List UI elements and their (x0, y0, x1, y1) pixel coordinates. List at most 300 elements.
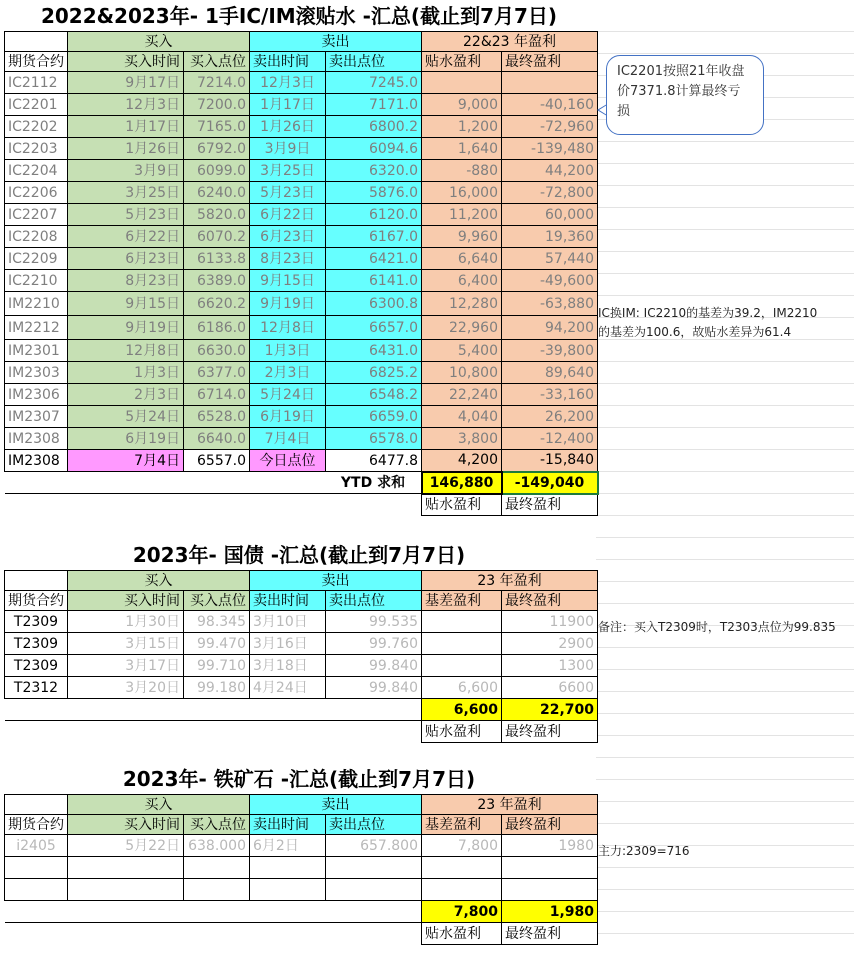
buy-time-cell[interactable]: 6月22日 (68, 226, 184, 248)
table-row (5, 428, 598, 450)
profit-group-header[interactable]: 23 年盈利 (422, 795, 598, 815)
empty-cell[interactable] (326, 923, 422, 945)
sell-time-header[interactable]: 卖出时间 (250, 591, 326, 611)
final-profit-cell[interactable]: -49,600 (502, 270, 598, 292)
basis-profit-footer[interactable]: 贴水盈利 (422, 494, 502, 516)
buy-price-cell[interactable]: 7200.0 (184, 94, 250, 116)
sell-price-cell[interactable]: 657.800 (326, 835, 422, 857)
basis-profit-header[interactable]: 基差盈利 (422, 815, 502, 835)
buy-time-cell[interactable]: 2月3日 (68, 384, 184, 406)
gridline (596, 867, 854, 868)
sell-price-cell[interactable]: 6477.8 (326, 450, 422, 472)
sell-price-cell[interactable]: 6659.0 (326, 406, 422, 428)
buy-price-header[interactable]: 买入点位 (184, 591, 250, 611)
basis-total[interactable]: 6,600 (422, 699, 502, 721)
basis-profit-cell[interactable] (422, 655, 502, 677)
buy-time-cell[interactable]: 5月23日 (68, 204, 184, 226)
empty-cell[interactable] (5, 721, 68, 743)
final-profit-header[interactable]: 最终盈利 (502, 52, 598, 72)
table-row (5, 72, 598, 94)
comment-callout[interactable]: IC2201按照21年收盘价7371.8计算最终亏损 (606, 55, 764, 135)
sell-price-cell[interactable]: 6421.0 (326, 248, 422, 270)
empty-cell[interactable] (184, 472, 250, 494)
empty-cell[interactable] (502, 857, 598, 879)
contract-cell[interactable]: IC2201 (5, 94, 68, 116)
final-profit-footer[interactable]: 最终盈利 (502, 923, 598, 945)
buy-time-cell[interactable]: 12月8日 (68, 340, 184, 362)
sell-price-cell[interactable]: 6094.6 (326, 138, 422, 160)
sell-time-cell[interactable]: 3月25日 (250, 160, 326, 182)
contract-header[interactable]: 期货合约 (5, 52, 68, 72)
sell-time-cell[interactable]: 6月23日 (250, 226, 326, 248)
table-row (5, 450, 598, 472)
sell-time-cell[interactable]: 3月10日 (250, 611, 326, 633)
contract-cell[interactable]: IM2307 (5, 406, 68, 428)
gridline (596, 185, 854, 186)
table-row (5, 835, 598, 857)
sell-time-cell[interactable]: 5月24日 (250, 384, 326, 406)
basis-profit-cell[interactable]: 11,200 (422, 204, 502, 226)
final-profit-cell[interactable]: 57,440 (502, 248, 598, 270)
final-profit-cell[interactable]: -12,400 (502, 428, 598, 450)
empty-cell[interactable] (250, 857, 326, 879)
sell-price-cell[interactable]: 99.760 (326, 633, 422, 655)
basis-profit-cell[interactable]: 1,200 (422, 116, 502, 138)
gridline (596, 757, 854, 758)
gridline (596, 515, 854, 516)
sell-time-cell[interactable]: 12月3日 (250, 72, 326, 94)
basis-profit-cell[interactable]: 10,800 (422, 362, 502, 384)
section2-title: 2023年- 国债 -汇总(截止到7月7日) (132, 543, 466, 567)
table-row (5, 248, 598, 270)
buy-price-cell[interactable]: 6630.0 (184, 340, 250, 362)
basis-profit-cell[interactable]: 9,960 (422, 226, 502, 248)
buy-price-cell[interactable]: 638.000 (184, 835, 250, 857)
empty-cell[interactable] (326, 699, 422, 721)
basis-profit-cell[interactable]: 6,640 (422, 248, 502, 270)
buy-price-cell[interactable]: 99.710 (184, 655, 250, 677)
basis-profit-header[interactable]: 基差盈利 (422, 591, 502, 611)
final-total[interactable]: 22,700 (502, 699, 598, 721)
final-profit-header[interactable]: 最终盈利 (502, 591, 598, 611)
basis-profit-cell[interactable] (422, 72, 502, 94)
buy-time-cell[interactable]: 1月26日 (68, 138, 184, 160)
empty-cell[interactable] (250, 901, 326, 923)
empty-cell[interactable] (250, 472, 326, 494)
empty-cell[interactable] (5, 571, 68, 591)
sell-price-cell[interactable]: 99.840 (326, 677, 422, 699)
buy-time-header[interactable]: 买入时间 (68, 52, 184, 72)
empty-cell[interactable] (68, 901, 184, 923)
buy-price-cell[interactable]: 5820.0 (184, 204, 250, 226)
buy-group-header[interactable]: 买入 (68, 571, 250, 591)
buy-price-cell[interactable]: 6620.2 (184, 292, 250, 316)
table-row (5, 270, 598, 292)
contract-header[interactable]: 期货合约 (5, 591, 68, 611)
empty-cell[interactable] (68, 494, 184, 516)
buy-price-cell[interactable]: 6186.0 (184, 316, 250, 340)
buy-price-cell[interactable]: 6640.0 (184, 428, 250, 450)
final-profit-cell[interactable]: -139,480 (502, 138, 598, 160)
contract-cell[interactable]: IC2207 (5, 204, 68, 226)
sell-time-cell[interactable]: 9月19日 (250, 292, 326, 316)
table-row (5, 226, 598, 248)
sell-price-cell[interactable]: 6300.8 (326, 292, 422, 316)
sell-price-cell[interactable]: 6548.2 (326, 384, 422, 406)
basis-profit-cell[interactable]: 12,280 (422, 292, 502, 316)
contract-cell[interactable]: IM2212 (5, 316, 68, 340)
empty-cell[interactable] (68, 879, 184, 901)
buy-time-cell[interactable]: 8月23日 (68, 270, 184, 292)
contract-header[interactable]: 期货合约 (5, 815, 68, 835)
basis-profit-cell[interactable]: 4,200 (422, 450, 502, 472)
contract-cell[interactable]: i2405 (5, 835, 68, 857)
table-row (5, 633, 598, 655)
basis-total[interactable]: 7,800 (422, 901, 502, 923)
profit-group-header[interactable]: 23 年盈利 (422, 571, 598, 591)
footer-row (5, 923, 598, 945)
sell-time-cell[interactable]: 7月4日 (250, 428, 326, 450)
group-header-row (5, 571, 598, 591)
table-row (5, 94, 598, 116)
empty-cell[interactable] (326, 879, 422, 901)
gridline (596, 669, 854, 670)
final-profit-cell[interactable]: -40,160 (502, 94, 598, 116)
empty-cell[interactable] (326, 494, 422, 516)
empty-cell[interactable] (68, 857, 184, 879)
sell-price-cell[interactable]: 6320.0 (326, 160, 422, 182)
empty-cell[interactable] (250, 699, 326, 721)
profit-group-header[interactable]: 22&23 年盈利 (422, 32, 598, 52)
buy-time-cell[interactable]: 6月23日 (68, 248, 184, 270)
sell-price-cell[interactable]: 6578.0 (326, 428, 422, 450)
gridline (596, 889, 854, 890)
sell-time-cell[interactable]: 1月3日 (250, 340, 326, 362)
sell-time-cell[interactable]: 8月23日 (250, 248, 326, 270)
ytd-label[interactable]: YTD 求和 (326, 472, 422, 494)
gridline (596, 405, 854, 406)
empty-cell[interactable] (68, 721, 184, 743)
empty-cell[interactable] (5, 494, 68, 516)
empty-cell[interactable] (184, 699, 250, 721)
basis-profit-cell[interactable]: 7,800 (422, 835, 502, 857)
empty-cell[interactable] (250, 879, 326, 901)
final-profit-cell[interactable]: 94,200 (502, 316, 598, 340)
table-row (5, 316, 598, 340)
buy-price-cell[interactable]: 6389.0 (184, 270, 250, 292)
sell-price-cell[interactable]: 6800.2 (326, 116, 422, 138)
buy-price-cell[interactable]: 6528.0 (184, 406, 250, 428)
final-profit-cell[interactable]: 11900 (502, 611, 598, 633)
buy-group-header[interactable]: 买入 (68, 32, 250, 52)
basis-profit-cell[interactable]: 6,600 (422, 677, 502, 699)
final-profit-cell[interactable]: 1980 (502, 835, 598, 857)
empty-cell[interactable] (5, 472, 68, 494)
buy-time-cell[interactable]: 12月3日 (68, 94, 184, 116)
empty-cell[interactable] (5, 857, 68, 879)
sell-price-header[interactable]: 卖出点位 (326, 52, 422, 72)
basis-profit-footer[interactable]: 贴水盈利 (422, 923, 502, 945)
basis-profit-cell[interactable]: 22,960 (422, 316, 502, 340)
table-row (5, 292, 598, 316)
empty-cell[interactable] (422, 879, 502, 901)
section1-title: 2022&2023年- 1手IC/IM滚贴水 -汇总(截止到7月7日) (40, 4, 558, 28)
empty-cell[interactable] (5, 795, 68, 815)
sell-price-cell[interactable]: 7245.0 (326, 72, 422, 94)
sell-price-cell[interactable]: 6141.0 (326, 270, 422, 292)
ytd-sum-row (5, 472, 598, 494)
basis-profit-cell[interactable]: 1,640 (422, 138, 502, 160)
contract-cell[interactable]: IM2210 (5, 292, 68, 316)
table-row (5, 182, 598, 204)
contract-cell[interactable]: IC2210 (5, 270, 68, 292)
final-profit-cell[interactable]: 2900 (502, 633, 598, 655)
bond-note: 备注：买入T2309时，T2303点位为99.835 (598, 620, 836, 634)
gridline (596, 207, 854, 208)
sell-time-cell[interactable]: 6月22日 (250, 204, 326, 226)
final-profit-cell[interactable]: 6600 (502, 677, 598, 699)
table-row (5, 138, 598, 160)
contract-cell[interactable]: IC2206 (5, 182, 68, 204)
sell-time-cell[interactable]: 4月24日 (250, 677, 326, 699)
basis-profit-cell[interactable]: -880 (422, 160, 502, 182)
sell-price-header[interactable]: 卖出点位 (326, 591, 422, 611)
buy-time-cell[interactable]: 3月15日 (68, 633, 184, 655)
final-profit-cell[interactable]: 26,200 (502, 406, 598, 428)
sell-price-cell[interactable]: 5876.0 (326, 182, 422, 204)
contract-cell[interactable]: T2309 (5, 655, 68, 677)
gridline (596, 801, 854, 802)
buy-price-cell[interactable]: 6377.0 (184, 362, 250, 384)
final-profit-header[interactable]: 最终盈利 (502, 815, 598, 835)
sell-price-cell[interactable]: 6657.0 (326, 316, 422, 340)
buy-price-cell[interactable]: 6792.0 (184, 138, 250, 160)
buy-time-cell[interactable]: 3月17日 (68, 655, 184, 677)
final-profit-cell[interactable]: -63,880 (502, 292, 598, 316)
contract-cell[interactable]: T2309 (5, 611, 68, 633)
final-profit-cell[interactable] (502, 72, 598, 94)
empty-cell[interactable] (502, 879, 598, 901)
contract-cell[interactable]: IC2112 (5, 72, 68, 94)
empty-cell[interactable] (250, 923, 326, 945)
table-row (5, 406, 598, 428)
gridline (596, 647, 854, 648)
contract-cell[interactable]: IM2303 (5, 362, 68, 384)
final-profit-cell[interactable]: 89,640 (502, 362, 598, 384)
sell-group-header[interactable]: 卖出 (250, 571, 422, 591)
sell-time-cell[interactable]: 今日点位 (250, 450, 326, 472)
empty-cell[interactable] (326, 721, 422, 743)
buy-time-cell[interactable]: 1月30日 (68, 611, 184, 633)
sell-price-header[interactable]: 卖出点位 (326, 815, 422, 835)
sell-price-cell[interactable]: 99.840 (326, 655, 422, 677)
basis-profit-cell[interactable] (422, 611, 502, 633)
buy-price-header[interactable]: 买入点位 (184, 815, 250, 835)
empty-cell[interactable] (184, 923, 250, 945)
buy-price-cell[interactable]: 7165.0 (184, 116, 250, 138)
table-row (5, 611, 598, 633)
final-profit-cell[interactable]: 44,200 (502, 160, 598, 182)
contract-cell[interactable]: IC2202 (5, 116, 68, 138)
buy-price-cell[interactable]: 7214.0 (184, 72, 250, 94)
buy-time-cell[interactable]: 5月22日 (68, 835, 184, 857)
contract-cell[interactable]: T2312 (5, 677, 68, 699)
sum-row (5, 901, 598, 923)
gridline (596, 229, 854, 230)
buy-time-cell[interactable]: 1月3日 (68, 362, 184, 384)
empty-cell[interactable] (5, 879, 68, 901)
sell-group-header[interactable]: 卖出 (250, 795, 422, 815)
buy-price-cell[interactable]: 6240.0 (184, 182, 250, 204)
contract-cell[interactable]: IC2203 (5, 138, 68, 160)
buy-price-cell[interactable]: 6070.2 (184, 226, 250, 248)
final-profit-footer[interactable]: 最终盈利 (502, 494, 598, 516)
buy-price-cell[interactable]: 99.470 (184, 633, 250, 655)
ytd-basis-total[interactable]: 146,880 (422, 472, 502, 494)
basis-profit-cell[interactable]: 16,000 (422, 182, 502, 204)
sell-price-cell[interactable]: 6120.0 (326, 204, 422, 226)
gridline (596, 141, 854, 142)
gridline (596, 361, 854, 362)
contract-cell[interactable]: IC2208 (5, 226, 68, 248)
sell-time-cell[interactable]: 12月8日 (250, 316, 326, 340)
gridline (596, 251, 854, 252)
sell-price-cell[interactable]: 6167.0 (326, 226, 422, 248)
final-profit-cell[interactable]: 60,000 (502, 204, 598, 226)
sell-time-cell[interactable]: 2月3日 (250, 362, 326, 384)
sell-price-cell[interactable]: 6431.0 (326, 340, 422, 362)
basis-profit-cell[interactable]: 4,040 (422, 406, 502, 428)
sell-time-cell[interactable]: 6月2日 (250, 835, 326, 857)
contract-cell[interactable]: T2309 (5, 633, 68, 655)
group-header-row (5, 795, 598, 815)
column-header-row (5, 52, 598, 72)
basis-profit-cell[interactable]: 3,800 (422, 428, 502, 450)
empty-cell[interactable] (326, 901, 422, 923)
basis-profit-footer[interactable]: 贴水盈利 (422, 721, 502, 743)
buy-group-header[interactable]: 买入 (68, 795, 250, 815)
buy-price-cell[interactable]: 6714.0 (184, 384, 250, 406)
buy-time-header[interactable]: 买入时间 (68, 815, 184, 835)
basis-profit-cell[interactable] (422, 633, 502, 655)
sell-time-cell[interactable]: 3月18日 (250, 655, 326, 677)
final-profit-cell[interactable]: 19,360 (502, 226, 598, 248)
gridline (596, 559, 854, 560)
table-row (5, 340, 598, 362)
contract-cell[interactable]: IM2306 (5, 384, 68, 406)
final-profit-cell[interactable]: -33,160 (502, 384, 598, 406)
empty-cell[interactable] (184, 879, 250, 901)
contract-cell[interactable]: IM2308 (5, 428, 68, 450)
sell-time-cell[interactable]: 3月9日 (250, 138, 326, 160)
basis-profit-cell[interactable]: 22,240 (422, 384, 502, 406)
buy-price-cell[interactable]: 98.345 (184, 611, 250, 633)
empty-cell[interactable] (184, 901, 250, 923)
empty-cell[interactable] (68, 472, 184, 494)
buy-time-header[interactable]: 买入时间 (68, 591, 184, 611)
final-profit-cell[interactable]: 1300 (502, 655, 598, 677)
sell-price-cell[interactable]: 7171.0 (326, 94, 422, 116)
buy-price-cell[interactable]: 99.180 (184, 677, 250, 699)
basis-profit-cell[interactable]: 9,000 (422, 94, 502, 116)
buy-price-cell[interactable]: 6099.0 (184, 160, 250, 182)
buy-price-cell[interactable]: 6557.0 (184, 450, 250, 472)
gridline (596, 53, 854, 54)
final-profit-footer[interactable]: 最终盈利 (502, 721, 598, 743)
ic-im-note-line1: IC换IM: IC2210的基差为39.2，IM2210 (598, 306, 818, 320)
ytd-final-total[interactable]: -149,040 (502, 472, 598, 494)
final-profit-cell[interactable]: -72,800 (502, 182, 598, 204)
sell-time-header[interactable]: 卖出时间 (250, 52, 326, 72)
empty-cell[interactable] (250, 721, 326, 743)
empty-cell[interactable] (5, 923, 68, 945)
gridline (596, 295, 854, 296)
buy-time-cell[interactable]: 1月17日 (68, 116, 184, 138)
gridline (596, 581, 854, 582)
contract-cell[interactable]: IM2308 (5, 450, 68, 472)
sell-price-cell[interactable]: 6825.2 (326, 362, 422, 384)
empty-row (5, 857, 598, 879)
sell-time-cell[interactable]: 6月19日 (250, 406, 326, 428)
empty-cell[interactable] (422, 857, 502, 879)
buy-time-cell[interactable]: 7月4日 (68, 450, 184, 472)
final-profit-cell[interactable]: -72,960 (502, 116, 598, 138)
buy-price-header[interactable]: 买入点位 (184, 52, 250, 72)
sell-time-cell[interactable]: 1月26日 (250, 116, 326, 138)
buy-time-cell[interactable]: 9月19日 (68, 316, 184, 340)
final-total[interactable]: 1,980 (502, 901, 598, 923)
empty-cell[interactable] (326, 857, 422, 879)
buy-time-cell[interactable]: 3月25日 (68, 182, 184, 204)
sell-price-cell[interactable]: 99.535 (326, 611, 422, 633)
contract-cell[interactable]: IM2301 (5, 340, 68, 362)
buy-time-cell[interactable]: 3月9日 (68, 160, 184, 182)
buy-time-cell[interactable]: 5月24日 (68, 406, 184, 428)
buy-time-cell[interactable]: 3月20日 (68, 677, 184, 699)
sell-time-cell[interactable]: 1月17日 (250, 94, 326, 116)
gridline (596, 31, 854, 32)
final-profit-cell[interactable]: -15,840 (502, 450, 598, 472)
gridline (596, 163, 854, 164)
sell-time-cell[interactable]: 9月15日 (250, 270, 326, 292)
sell-time-cell[interactable]: 5月23日 (250, 182, 326, 204)
sell-time-header[interactable]: 卖出时间 (250, 815, 326, 835)
basis-profit-cell[interactable]: 6,400 (422, 270, 502, 292)
empty-cell[interactable] (5, 901, 68, 923)
empty-cell[interactable] (250, 494, 326, 516)
basis-profit-header[interactable]: 贴水盈利 (422, 52, 502, 72)
buy-time-cell[interactable]: 6月19日 (68, 428, 184, 450)
empty-cell[interactable] (5, 32, 68, 52)
empty-cell[interactable] (184, 494, 250, 516)
empty-cell[interactable] (5, 699, 68, 721)
contract-cell[interactable]: IC2204 (5, 160, 68, 182)
final-profit-cell[interactable]: -39,800 (502, 340, 598, 362)
table-row (5, 116, 598, 138)
basis-profit-cell[interactable]: 5,400 (422, 340, 502, 362)
buy-time-cell[interactable]: 9月17日 (68, 72, 184, 94)
buy-time-cell[interactable]: 9月15日 (68, 292, 184, 316)
empty-cell[interactable] (184, 857, 250, 879)
empty-cell[interactable] (184, 721, 250, 743)
contract-cell[interactable]: IC2209 (5, 248, 68, 270)
buy-price-cell[interactable]: 6133.8 (184, 248, 250, 270)
empty-cell[interactable] (68, 923, 184, 945)
iron-ore-table (4, 794, 598, 945)
sell-time-cell[interactable]: 3月16日 (250, 633, 326, 655)
empty-cell[interactable] (68, 699, 184, 721)
sell-group-header[interactable]: 卖出 (250, 32, 422, 52)
